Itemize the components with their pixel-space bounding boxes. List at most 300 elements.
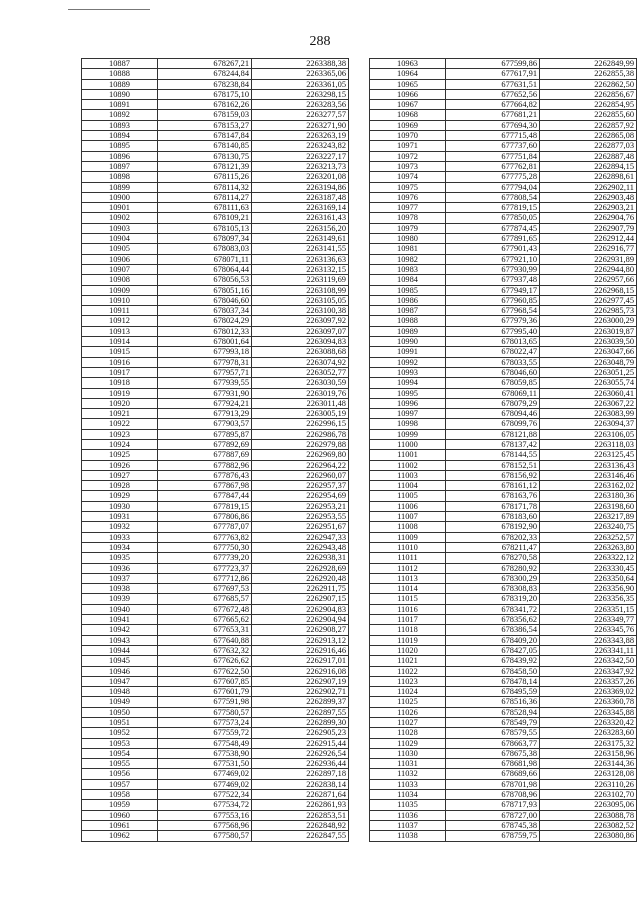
point-number-cell: 10968 [370,110,446,120]
point-number-cell: 10945 [82,656,158,666]
x-coordinate-cell: 677681,21 [446,110,540,120]
table-row [370,810,637,820]
x-coordinate-cell: 677737,60 [446,141,540,151]
y-coordinate-cell: 2262902,11 [540,182,637,192]
x-coordinate-cell: 677993,18 [158,347,252,357]
point-number-cell: 10949 [82,697,158,707]
y-coordinate-cell: 2263156,20 [252,223,349,233]
x-coordinate-cell: 678012,33 [158,326,252,336]
y-coordinate-cell: 2262938,31 [252,553,349,563]
table-row [370,223,637,233]
table-row [370,100,637,110]
x-coordinate-cell: 678202,33 [446,532,540,542]
coordinates-table-right [369,58,637,842]
table-row [370,151,637,161]
x-coordinate-cell: 677901,43 [446,244,540,254]
point-number-cell: 10952 [82,728,158,738]
table-row [370,635,637,645]
y-coordinate-cell: 2262916,46 [252,645,349,655]
table-row [370,161,637,171]
point-number-cell: 10887 [82,59,158,69]
x-coordinate-cell: 677631,51 [446,79,540,89]
table-row [370,491,637,501]
point-number-cell: 10938 [82,584,158,594]
point-number-cell: 10967 [370,100,446,110]
table-row [82,790,349,800]
y-coordinate-cell: 2263243,82 [252,141,349,151]
y-coordinate-cell: 2263356,35 [540,594,637,604]
x-coordinate-cell: 677573,24 [158,718,252,728]
table-row [370,192,637,202]
point-number-cell: 11023 [370,676,446,686]
point-number-cell: 11015 [370,594,446,604]
x-coordinate-cell: 678079,29 [446,398,540,408]
table-row [370,645,637,655]
x-coordinate-cell: 677548,49 [158,738,252,748]
x-coordinate-cell: 678270,58 [446,553,540,563]
table-row [370,656,637,666]
y-coordinate-cell: 2262838,14 [252,779,349,789]
table-row [370,120,637,130]
table-row [370,326,637,336]
table-row [82,542,349,552]
point-number-cell: 10999 [370,429,446,439]
table-row [82,213,349,223]
table-row [370,347,637,357]
table-row [370,532,637,542]
table-row [370,460,637,470]
y-coordinate-cell: 2262861,93 [252,800,349,810]
table-row [82,584,349,594]
table-row [82,234,349,244]
point-number-cell: 10898 [82,172,158,182]
x-coordinate-cell: 677892,69 [158,439,252,449]
x-coordinate-cell: 678161,12 [446,481,540,491]
table-row [370,481,637,491]
point-number-cell: 10991 [370,347,446,357]
y-coordinate-cell: 2262943,48 [252,542,349,552]
x-coordinate-cell: 677712,86 [158,573,252,583]
x-coordinate-cell: 677847,44 [158,491,252,501]
table-row [370,429,637,439]
y-coordinate-cell: 2263158,96 [540,748,637,758]
point-number-cell: 10980 [370,234,446,244]
x-coordinate-cell: 678094,46 [446,409,540,419]
point-number-cell: 10914 [82,337,158,347]
table-row [82,367,349,377]
point-number-cell: 10961 [82,820,158,830]
table-row [82,625,349,635]
x-coordinate-cell: 678238,84 [158,79,252,89]
point-number-cell: 11022 [370,666,446,676]
y-coordinate-cell: 2263097,07 [252,326,349,336]
y-coordinate-cell: 2262986,78 [252,429,349,439]
table-row [82,666,349,676]
y-coordinate-cell: 2262928,69 [252,563,349,573]
point-number-cell: 10939 [82,594,158,604]
table-row [370,79,637,89]
y-coordinate-cell: 2263067,22 [540,398,637,408]
x-coordinate-cell: 677553,16 [158,810,252,820]
y-coordinate-cell: 2263083,99 [540,409,637,419]
x-coordinate-cell: 678308,83 [446,584,540,594]
y-coordinate-cell: 2263011,48 [252,398,349,408]
table-row [82,656,349,666]
table-row [82,759,349,769]
y-coordinate-cell: 2263094,83 [252,337,349,347]
x-coordinate-cell: 678478,14 [446,676,540,686]
point-number-cell: 11025 [370,697,446,707]
x-coordinate-cell: 677739,20 [158,553,252,563]
point-number-cell: 10896 [82,151,158,161]
y-coordinate-cell: 2263149,61 [252,234,349,244]
table-row [370,666,637,676]
point-number-cell: 10983 [370,264,446,274]
point-number-cell: 10890 [82,89,158,99]
y-coordinate-cell: 2263227,17 [252,151,349,161]
y-coordinate-cell: 2262947,33 [252,532,349,542]
x-coordinate-cell: 677882,96 [158,460,252,470]
x-coordinate-cell: 678356,62 [446,615,540,625]
y-coordinate-cell: 2262856,67 [540,89,637,99]
point-number-cell: 10920 [82,398,158,408]
table-row [370,748,637,758]
y-coordinate-cell: 2262969,80 [252,450,349,460]
table-row [370,687,637,697]
table-row [82,326,349,336]
point-number-cell: 10986 [370,295,446,305]
point-number-cell: 10910 [82,295,158,305]
table-row [82,728,349,738]
point-number-cell: 10906 [82,254,158,264]
x-coordinate-cell: 678745,38 [446,820,540,830]
table-row [370,563,637,573]
y-coordinate-cell: 2262951,67 [252,522,349,532]
x-coordinate-cell: 678153,27 [158,120,252,130]
table-row [370,264,637,274]
table-row [82,172,349,182]
x-coordinate-cell: 678300,29 [446,573,540,583]
table-row [370,409,637,419]
point-number-cell: 11027 [370,718,446,728]
table-row [370,604,637,614]
x-coordinate-cell: 678013,65 [446,337,540,347]
table-row [370,89,637,99]
table-row [370,234,637,244]
x-coordinate-cell: 677591,98 [158,697,252,707]
y-coordinate-cell: 2263055,74 [540,378,637,388]
x-coordinate-cell: 678409,20 [446,635,540,645]
x-coordinate-cell: 678579,55 [446,728,540,738]
x-coordinate-cell: 678163,76 [446,491,540,501]
point-number-cell: 10971 [370,141,446,151]
y-coordinate-cell: 2263048,79 [540,357,637,367]
point-number-cell: 10902 [82,213,158,223]
point-number-cell: 10976 [370,192,446,202]
x-coordinate-cell: 678427,05 [446,645,540,655]
y-coordinate-cell: 2262953,55 [252,512,349,522]
table-row [82,501,349,511]
y-coordinate-cell: 2262897,18 [252,769,349,779]
y-coordinate-cell: 2263330,45 [540,563,637,573]
point-number-cell: 10962 [82,831,158,841]
table-row [370,357,637,367]
x-coordinate-cell: 678162,26 [158,100,252,110]
point-number-cell: 10934 [82,542,158,552]
point-number-cell: 11006 [370,501,446,511]
table-row [370,69,637,79]
x-coordinate-cell: 677968,54 [446,306,540,316]
point-number-cell: 10974 [370,172,446,182]
point-number-cell: 11021 [370,656,446,666]
table-row [370,419,637,429]
y-coordinate-cell: 2262979,88 [252,439,349,449]
y-coordinate-cell: 2262915,44 [252,738,349,748]
point-number-cell: 11009 [370,532,446,542]
x-coordinate-cell: 678701,98 [446,779,540,789]
x-coordinate-cell: 678681,98 [446,759,540,769]
y-coordinate-cell: 2262903,21 [540,203,637,213]
point-number-cell: 11013 [370,573,446,583]
y-coordinate-cell: 2263320,42 [540,718,637,728]
y-coordinate-cell: 2263125,45 [540,450,637,460]
y-coordinate-cell: 2263039,50 [540,337,637,347]
x-coordinate-cell: 678140,85 [158,141,252,151]
y-coordinate-cell: 2263106,05 [540,429,637,439]
x-coordinate-cell: 677522,34 [158,790,252,800]
y-coordinate-cell: 2262871,64 [252,790,349,800]
y-coordinate-cell: 2263341,11 [540,645,637,655]
table-row [370,131,637,141]
table-row [370,316,637,326]
y-coordinate-cell: 2263271,90 [252,120,349,130]
table-row [82,295,349,305]
y-coordinate-cell: 2263213,73 [252,161,349,171]
y-coordinate-cell: 2263052,77 [252,367,349,377]
point-number-cell: 10927 [82,470,158,480]
point-number-cell: 10932 [82,522,158,532]
point-number-cell: 11011 [370,553,446,563]
point-number-cell: 10900 [82,192,158,202]
y-coordinate-cell: 2262904,94 [252,615,349,625]
x-coordinate-cell: 678689,66 [446,769,540,779]
table-row [370,718,637,728]
x-coordinate-cell: 677751,84 [446,151,540,161]
table-row [82,779,349,789]
y-coordinate-cell: 2262865,08 [540,131,637,141]
y-coordinate-cell: 2262926,54 [252,748,349,758]
x-coordinate-cell: 677469,02 [158,769,252,779]
table-row [82,748,349,758]
point-number-cell: 10924 [82,439,158,449]
y-coordinate-cell: 2262894,15 [540,161,637,171]
table-row [370,172,637,182]
x-coordinate-cell: 677960,85 [446,295,540,305]
point-number-cell: 10928 [82,481,158,491]
x-coordinate-cell: 678099,76 [446,419,540,429]
x-coordinate-cell: 677808,54 [446,192,540,202]
point-number-cell: 11014 [370,584,446,594]
table-row [370,779,637,789]
point-number-cell: 10933 [82,532,158,542]
table-row [370,337,637,347]
point-number-cell: 10943 [82,635,158,645]
y-coordinate-cell: 2263136,63 [252,254,349,264]
point-number-cell: 10923 [82,429,158,439]
x-coordinate-cell: 678341,72 [446,604,540,614]
x-coordinate-cell: 677850,05 [446,213,540,223]
point-number-cell: 10888 [82,69,158,79]
point-number-cell: 10964 [370,69,446,79]
point-number-cell: 10985 [370,285,446,295]
y-coordinate-cell: 2263088,78 [540,810,637,820]
y-coordinate-cell: 2263005,19 [252,409,349,419]
x-coordinate-cell: 677559,72 [158,728,252,738]
y-coordinate-cell: 2263298,15 [252,89,349,99]
y-coordinate-cell: 2263194,86 [252,182,349,192]
x-coordinate-cell: 677601,79 [158,687,252,697]
y-coordinate-cell: 2263351,15 [540,604,637,614]
point-number-cell: 10957 [82,779,158,789]
point-number-cell: 10925 [82,450,158,460]
y-coordinate-cell: 2263342,50 [540,656,637,666]
x-coordinate-cell: 678280,92 [446,563,540,573]
point-number-cell: 10981 [370,244,446,254]
y-coordinate-cell: 2263097,92 [252,316,349,326]
y-coordinate-cell: 2262857,92 [540,120,637,130]
table-row [370,203,637,213]
x-coordinate-cell: 678175,10 [158,89,252,99]
point-number-cell: 10917 [82,367,158,377]
point-number-cell: 10931 [82,512,158,522]
y-coordinate-cell: 2263132,15 [252,264,349,274]
point-number-cell: 11004 [370,481,446,491]
point-number-cell: 10926 [82,460,158,470]
point-number-cell: 11034 [370,790,446,800]
y-coordinate-cell: 2263094,37 [540,419,637,429]
y-coordinate-cell: 2263088,68 [252,347,349,357]
table-row [82,182,349,192]
table-row [82,810,349,820]
point-number-cell: 10948 [82,687,158,697]
point-number-cell: 10912 [82,316,158,326]
point-number-cell: 10904 [82,234,158,244]
point-number-cell: 10959 [82,800,158,810]
y-coordinate-cell: 2262904,83 [252,604,349,614]
point-number-cell: 10947 [82,676,158,686]
point-number-cell: 10944 [82,645,158,655]
table-row [370,295,637,305]
x-coordinate-cell: 677632,32 [158,645,252,655]
point-number-cell: 10942 [82,625,158,635]
x-coordinate-cell: 678033,55 [446,357,540,367]
y-coordinate-cell: 2262847,55 [252,831,349,841]
table-row [370,388,637,398]
table-row [82,337,349,347]
x-coordinate-cell: 677913,29 [158,409,252,419]
table-row [82,563,349,573]
y-coordinate-cell: 2262917,01 [252,656,349,666]
x-coordinate-cell: 677580,57 [158,831,252,841]
point-number-cell: 11032 [370,769,446,779]
y-coordinate-cell: 2263345,88 [540,707,637,717]
x-coordinate-cell: 677694,30 [446,120,540,130]
point-number-cell: 10955 [82,759,158,769]
top-rule [68,9,150,10]
y-coordinate-cell: 2263019,87 [540,326,637,336]
y-coordinate-cell: 2262936,44 [252,759,349,769]
y-coordinate-cell: 2262954,69 [252,491,349,501]
y-coordinate-cell: 2263162,02 [540,481,637,491]
x-coordinate-cell: 677664,82 [446,100,540,110]
x-coordinate-cell: 678064,44 [158,264,252,274]
table-row [370,285,637,295]
point-number-cell: 10953 [82,738,158,748]
x-coordinate-cell: 678105,13 [158,223,252,233]
page-number: 288 [309,34,331,49]
y-coordinate-cell: 2262916,77 [540,244,637,254]
x-coordinate-cell: 678137,42 [446,439,540,449]
point-number-cell: 10895 [82,141,158,151]
table-row [82,718,349,728]
x-coordinate-cell: 678046,60 [158,295,252,305]
x-coordinate-cell: 678114,27 [158,192,252,202]
point-number-cell: 10940 [82,604,158,614]
point-number-cell: 11037 [370,820,446,830]
table-row [82,79,349,89]
x-coordinate-cell: 678022,47 [446,347,540,357]
x-coordinate-cell: 677534,72 [158,800,252,810]
x-coordinate-cell: 678046,60 [446,367,540,377]
point-number-cell: 11033 [370,779,446,789]
point-number-cell: 10997 [370,409,446,419]
point-number-cell: 11005 [370,491,446,501]
x-coordinate-cell: 678114,32 [158,182,252,192]
table-row [82,223,349,233]
point-number-cell: 10992 [370,357,446,367]
table-row [370,182,637,192]
x-coordinate-cell: 678115,26 [158,172,252,182]
table-row [370,367,637,377]
point-number-cell: 10956 [82,769,158,779]
y-coordinate-cell: 2263141,55 [252,244,349,254]
x-coordinate-cell: 677819,15 [446,203,540,213]
y-coordinate-cell: 2263000,29 [540,316,637,326]
x-coordinate-cell: 678439,92 [446,656,540,666]
y-coordinate-cell: 2262920,48 [252,573,349,583]
x-coordinate-cell: 677937,48 [446,275,540,285]
point-number-cell: 11012 [370,563,446,573]
x-coordinate-cell: 678675,38 [446,748,540,758]
table-row [370,625,637,635]
point-number-cell: 11003 [370,470,446,480]
table-row [370,820,637,830]
table-row [370,676,637,686]
point-number-cell: 10954 [82,748,158,758]
point-number-cell: 10988 [370,316,446,326]
x-coordinate-cell: 677469,02 [158,779,252,789]
y-coordinate-cell: 2262957,66 [540,275,637,285]
y-coordinate-cell: 2262968,15 [540,285,637,295]
table-row [370,275,637,285]
table-row [370,759,637,769]
x-coordinate-cell: 678083,03 [158,244,252,254]
y-coordinate-cell: 2262960,07 [252,470,349,480]
point-number-cell: 11036 [370,810,446,820]
point-number-cell: 10978 [370,213,446,223]
y-coordinate-cell: 2263161,43 [252,213,349,223]
x-coordinate-cell: 677697,53 [158,584,252,594]
